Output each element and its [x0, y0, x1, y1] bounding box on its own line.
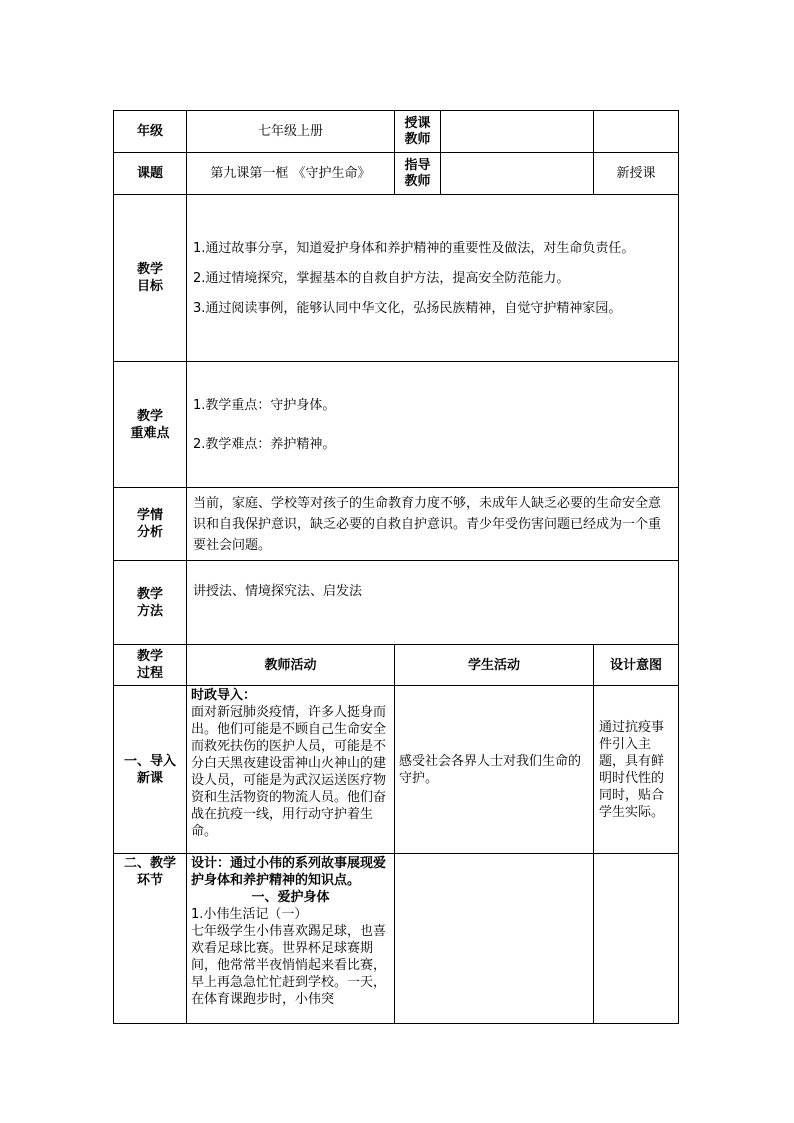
guide-label-line1: 指导	[404, 157, 431, 173]
section2-label-line1: 二、教学	[123, 856, 176, 871]
methods-text: 讲授法、情境探究法、启发法	[193, 584, 363, 599]
row-keypoints	[114, 362, 679, 488]
row-methods	[114, 561, 679, 645]
goal-item: 1.通过故事分享，知道爱护身体和养护精神的重要性及做法，对生命负责任。	[193, 240, 635, 256]
keypoints-label	[114, 362, 187, 488]
lesson-type: 新授课	[594, 153, 679, 195]
section2-label-line2: 环节	[136, 873, 163, 888]
methods-content	[187, 561, 679, 645]
process-label	[114, 645, 187, 686]
section2-heading: 一、爱护身体	[251, 890, 330, 905]
teacher-label	[395, 111, 441, 153]
guide-value	[441, 153, 594, 195]
lesson-plan-table	[113, 110, 679, 1024]
intro-intent-text: 通过抗疫事件引入主题，具有鲜明时代性的同时，贴合学生实际。	[599, 719, 665, 820]
row-goals	[114, 195, 679, 362]
goals-content	[187, 195, 679, 362]
guide-label-line2: 教师	[404, 173, 431, 189]
teacher-label-line1: 授课	[404, 115, 431, 131]
row-section2	[114, 854, 679, 1024]
section2-student	[395, 854, 594, 1024]
goal-item: 3.通过阅读事例，能够认同中华文化，弘扬民族精神，自觉守护精神家园。	[193, 300, 622, 316]
teacher-label-line2: 教师	[404, 131, 431, 147]
col-student-activity: 学生活动	[395, 645, 594, 686]
goals-label	[114, 195, 187, 362]
intro-student	[395, 686, 594, 854]
process-label-line1: 教学	[136, 649, 163, 664]
grade-label: 年级	[114, 111, 187, 153]
topic-label: 课题	[114, 153, 187, 195]
methods-label-line1: 教学	[136, 586, 163, 602]
row-intro	[114, 686, 679, 854]
section2-design-text: 设计：通过小伟的系列故事展现爱护身体和养护精神的知识点。	[191, 856, 387, 888]
keypoints-label-line2: 重难点	[130, 425, 170, 441]
row-grade	[114, 111, 679, 153]
intro-label-line2: 新课	[136, 770, 163, 786]
process-label-line2: 过程	[136, 666, 163, 681]
analysis-text: 当前，家庭、学校等对孩子的生命教育力度不够，未成年人缺乏必要的生命安全意识和自我保护意识，缺乏必要的自救自护意识。青少年受伤害问题已经成为一个重要社会问题。	[193, 495, 662, 553]
section2-story-text: 七年级学生小伟喜欢踢足球，也喜欢看足球比赛。世界杯足球赛期间，他常常半夜悄悄起来看比赛，早上再急急忙忙赶到学校。一天，在体育课跑步时，小伟突	[191, 924, 387, 1007]
intro-intent	[594, 686, 679, 854]
analysis-label	[114, 488, 187, 561]
methods-label-line2: 方法	[136, 603, 163, 619]
intro-label	[114, 686, 187, 854]
methods-label	[114, 561, 187, 645]
keypoint-item: 2.教学难点：养护精神。	[193, 436, 336, 452]
intro-teacher	[187, 686, 395, 854]
section2-story-title: 1.小伟生活记（一）	[191, 907, 308, 922]
topic-value: 第九课第一框 《守护生命》	[187, 153, 395, 195]
row1-extra	[594, 111, 679, 153]
intro-student-text: 感受社会各界人士对我们生命的守护。	[399, 753, 582, 786]
section2-intent	[594, 854, 679, 1024]
keypoint-item: 1.教学重点：守护身体。	[193, 397, 336, 413]
keypoints-label-line1: 教学	[136, 408, 163, 424]
intro-teacher-text: 面对新冠肺炎疫情，许多人挺身而出。他们可能是不顾自己生命安全而救死扶伤的医护人员，可能是不分白天黑夜建设雷神山火神山的建设人员，可能是为武汉运送医疗物资和生活物资的物流人员。他们奋战在抗疫一线，用行动守护着生命。	[191, 705, 387, 839]
row-topic	[114, 153, 679, 195]
teacher-value	[441, 111, 594, 153]
goals-label-line2: 目标	[136, 279, 163, 294]
analysis-label-line1: 学情	[136, 508, 163, 523]
section2-label	[114, 854, 187, 1024]
col-teacher-activity: 教师活动	[187, 645, 395, 686]
row-process-header	[114, 645, 679, 686]
keypoints-content	[187, 362, 679, 488]
section2-teacher	[187, 854, 395, 1024]
grade-value: 七年级上册	[187, 111, 395, 153]
row-analysis	[114, 488, 679, 561]
goals-label-line1: 教学	[136, 262, 163, 277]
goal-item: 2.通过情境探究，掌握基本的自救自护方法，提高安全防范能力。	[193, 270, 570, 286]
intro-teacher-title: 时政导入：	[191, 688, 257, 703]
analysis-label-line2: 分析	[136, 525, 163, 540]
analysis-content	[187, 488, 679, 561]
lesson-plan-sheet	[113, 110, 678, 1025]
col-design-intent: 设计意图	[594, 645, 679, 686]
guide-label	[395, 153, 441, 195]
intro-label-line1: 一、导入	[123, 753, 176, 769]
